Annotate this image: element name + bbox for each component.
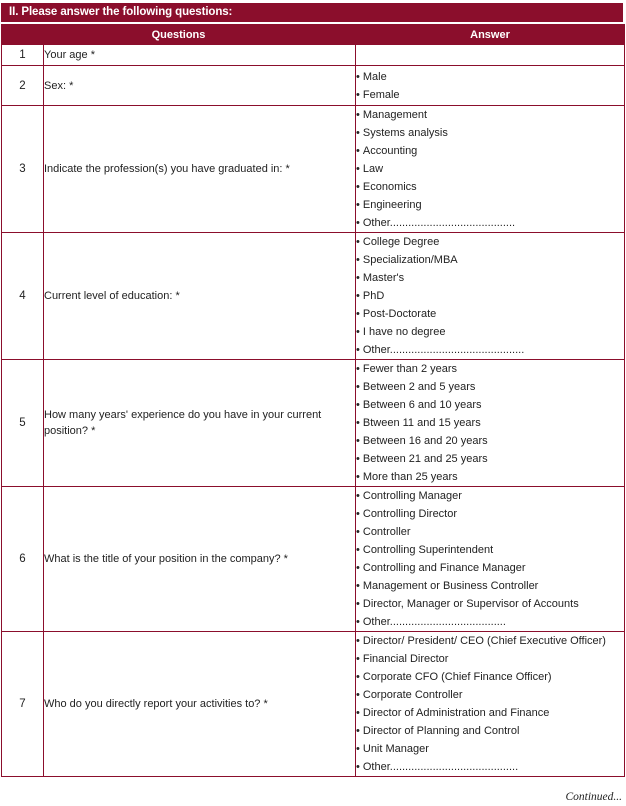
answer-option[interactable]: [356, 432, 624, 450]
bullet-icon: •: [356, 399, 360, 411]
bullet-icon: •: [356, 163, 360, 175]
question-text: Your age *: [44, 45, 356, 66]
bullet-icon: •: [356, 344, 360, 356]
bullet-icon: •: [356, 109, 360, 121]
question-number: 3: [2, 106, 44, 233]
answer-option[interactable]: [356, 214, 624, 232]
answer-cell: [356, 66, 625, 106]
answer-options: [356, 487, 624, 631]
answer-option-label: College Degree: [362, 236, 440, 248]
question-text: Indicate the profession(s) you have graduated in: *: [44, 106, 356, 233]
bullet-icon: •: [356, 490, 360, 502]
table-row: [2, 45, 625, 66]
question-number: 4: [2, 233, 44, 360]
answer-option-label: Director/ President/ CEO (Chief Executive Officer): [362, 635, 606, 647]
answer-option[interactable]: [356, 686, 624, 704]
answer-option[interactable]: [356, 541, 624, 559]
bullet-icon: •: [356, 417, 360, 429]
answer-option[interactable]: [356, 450, 624, 468]
bullet-icon: •: [356, 88, 360, 101]
answer-option[interactable]: [356, 414, 624, 432]
answer-option[interactable]: [356, 668, 624, 686]
question-text: Who do you directly report your activities to? *: [44, 632, 356, 777]
question-text: How many years' experience do you have in your current position? *: [44, 360, 356, 487]
answer-cell: [356, 106, 625, 233]
answer-option[interactable]: [356, 650, 624, 668]
answer-cell: [356, 632, 625, 777]
bullet-icon: •: [356, 580, 360, 592]
question-number: 5: [2, 360, 44, 487]
answer-option[interactable]: [356, 160, 624, 178]
answer-option-label: PhD: [362, 290, 385, 302]
section-title: II. Please answer the following questions:: [1, 3, 623, 22]
table-header-row: [2, 25, 625, 45]
bullet-icon: •: [356, 127, 360, 139]
answer-option-label: Director, Manager or Supervisor of Accounts: [362, 598, 579, 610]
answer-option-label: Female: [362, 88, 400, 101]
question-text: Current level of education: *: [44, 233, 356, 360]
question-number: 2: [2, 66, 44, 106]
bullet-icon: •: [356, 326, 360, 338]
answer-option-label: Management: [362, 109, 428, 121]
answer-option-label: Other..........................................: [362, 761, 519, 773]
answer-option-label: More than 25 years: [362, 471, 458, 483]
answer-option[interactable]: [356, 613, 624, 631]
answer-option[interactable]: [356, 269, 624, 287]
answer-cell: [356, 233, 625, 360]
answer-option[interactable]: [356, 341, 624, 359]
answer-cell[interactable]: [356, 45, 625, 66]
answer-option[interactable]: [356, 251, 624, 269]
answer-option[interactable]: [356, 124, 624, 142]
answer-option-label: Controlling and Finance Manager: [362, 562, 526, 574]
table-row: [2, 632, 625, 777]
answer-option-label: Corporate CFO (Chief Finance Officer): [362, 671, 552, 683]
answer-option[interactable]: [356, 595, 624, 613]
answer-options: [356, 68, 624, 104]
answer-option[interactable]: [356, 740, 624, 758]
table-row: [2, 360, 625, 487]
answer-option[interactable]: [356, 704, 624, 722]
answer-option-label: Between 6 and 10 years: [362, 399, 482, 411]
answer-option-label: Controlling Superintendent: [362, 544, 494, 556]
question-number: 6: [2, 487, 44, 632]
bullet-icon: •: [356, 145, 360, 157]
answer-options: [356, 360, 624, 486]
answer-option-label: Between 2 and 5 years: [362, 381, 476, 393]
bullet-icon: •: [356, 707, 360, 719]
answer-option[interactable]: [356, 722, 624, 740]
bullet-icon: •: [356, 562, 360, 574]
question-number: 7: [2, 632, 44, 777]
bullet-icon: •: [356, 453, 360, 465]
bullet-icon: •: [356, 508, 360, 520]
answer-option-label: Corporate Controller: [362, 689, 463, 701]
answer-option-label: Law: [362, 163, 384, 175]
bullet-icon: •: [356, 526, 360, 538]
answer-option[interactable]: [356, 287, 624, 305]
bullet-icon: •: [356, 217, 360, 229]
question-text: Sex: *: [44, 66, 356, 106]
answer-options: [356, 233, 624, 359]
answer-option-label: Other............................................: [362, 344, 525, 356]
answer-option-label: Master's: [362, 272, 405, 284]
answer-option-label: Engineering: [362, 199, 422, 211]
table-row: [2, 106, 625, 233]
answer-option[interactable]: [356, 523, 624, 541]
answer-option[interactable]: [356, 487, 624, 505]
answer-option[interactable]: [356, 505, 624, 523]
answer-option[interactable]: [356, 632, 624, 650]
question-text: What is the title of your position in the company? *: [44, 487, 356, 632]
bullet-icon: •: [356, 70, 360, 83]
answer-option-label: Other.........................................: [362, 217, 516, 229]
answer-option-label: Economics: [362, 181, 417, 193]
question-number: 1: [2, 45, 44, 66]
answer-option[interactable]: [356, 68, 624, 86]
answer-option-label: Btween 11 and 15 years: [362, 417, 481, 429]
bullet-icon: •: [356, 199, 360, 211]
answer-cell: [356, 487, 625, 632]
answer-option[interactable]: [356, 86, 624, 104]
bullet-icon: •: [356, 671, 360, 683]
bullet-icon: •: [356, 743, 360, 755]
table-row: [2, 487, 625, 632]
answer-cell: [356, 360, 625, 487]
bullet-icon: •: [356, 290, 360, 302]
answer-option-label: Specialization/MBA: [362, 254, 458, 266]
answer-option-label: Between 16 and 20 years: [362, 435, 488, 447]
answer-option-label: Male: [362, 70, 387, 83]
answer-option-label: Financial Director: [362, 653, 449, 665]
answer-option[interactable]: [356, 178, 624, 196]
answer-option-label: Management or Business Controller: [362, 580, 539, 592]
bullet-icon: •: [356, 616, 360, 628]
bullet-icon: •: [356, 635, 360, 647]
answer-option-label: Controlling Manager: [362, 490, 462, 502]
answer-option[interactable]: [356, 468, 624, 486]
answer-option-label: Controlling Director: [362, 508, 458, 520]
answer-option-label: Unit Manager: [362, 743, 429, 755]
questions-header: Questions: [2, 25, 356, 45]
bullet-icon: •: [356, 598, 360, 610]
bullet-icon: •: [356, 471, 360, 483]
answer-option[interactable]: [356, 396, 624, 414]
table-row: [2, 233, 625, 360]
bullet-icon: •: [356, 653, 360, 665]
answer-option[interactable]: [356, 233, 624, 251]
answer-option[interactable]: [356, 559, 624, 577]
answer-option-label: Director of Administration and Finance: [362, 707, 550, 719]
bullet-icon: •: [356, 254, 360, 266]
answer-option[interactable]: [356, 106, 624, 124]
answer-option[interactable]: [356, 196, 624, 214]
bullet-icon: •: [356, 689, 360, 701]
bullet-icon: •: [356, 272, 360, 284]
answer-options: [356, 632, 624, 776]
answer-option-label: Controller: [362, 526, 411, 538]
answer-option[interactable]: [356, 577, 624, 595]
answer-option-label: Director of Planning and Control: [362, 725, 520, 737]
answer-option[interactable]: [356, 323, 624, 341]
answer-option[interactable]: [356, 378, 624, 396]
answer-option[interactable]: [356, 305, 624, 323]
table-row: [2, 66, 625, 106]
answer-header: Answer: [356, 25, 625, 45]
bullet-icon: •: [356, 725, 360, 737]
answer-option[interactable]: [356, 360, 624, 378]
answer-options: [356, 106, 624, 232]
questions-table: [1, 24, 625, 777]
bullet-icon: •: [356, 308, 360, 320]
bullet-icon: •: [356, 236, 360, 248]
answer-option-label: Systems analysis: [362, 127, 448, 139]
bullet-icon: •: [356, 181, 360, 193]
answer-option-label: I have no degree: [362, 326, 446, 338]
answer-option-label: Fewer than 2 years: [362, 363, 458, 375]
bullet-icon: •: [356, 435, 360, 447]
bullet-icon: •: [356, 544, 360, 556]
answer-option-label: Between 21 and 25 years: [362, 453, 488, 465]
continued-note: Continued...: [565, 791, 622, 803]
answer-option-label: Accounting: [362, 145, 418, 157]
bullet-icon: •: [356, 363, 360, 375]
answer-option[interactable]: [356, 758, 624, 776]
answer-option[interactable]: [356, 142, 624, 160]
bullet-icon: •: [356, 761, 360, 773]
bullet-icon: •: [356, 381, 360, 393]
answer-option-label: Post-Doctorate: [362, 308, 437, 320]
answer-option-label: Other......................................: [362, 616, 506, 628]
